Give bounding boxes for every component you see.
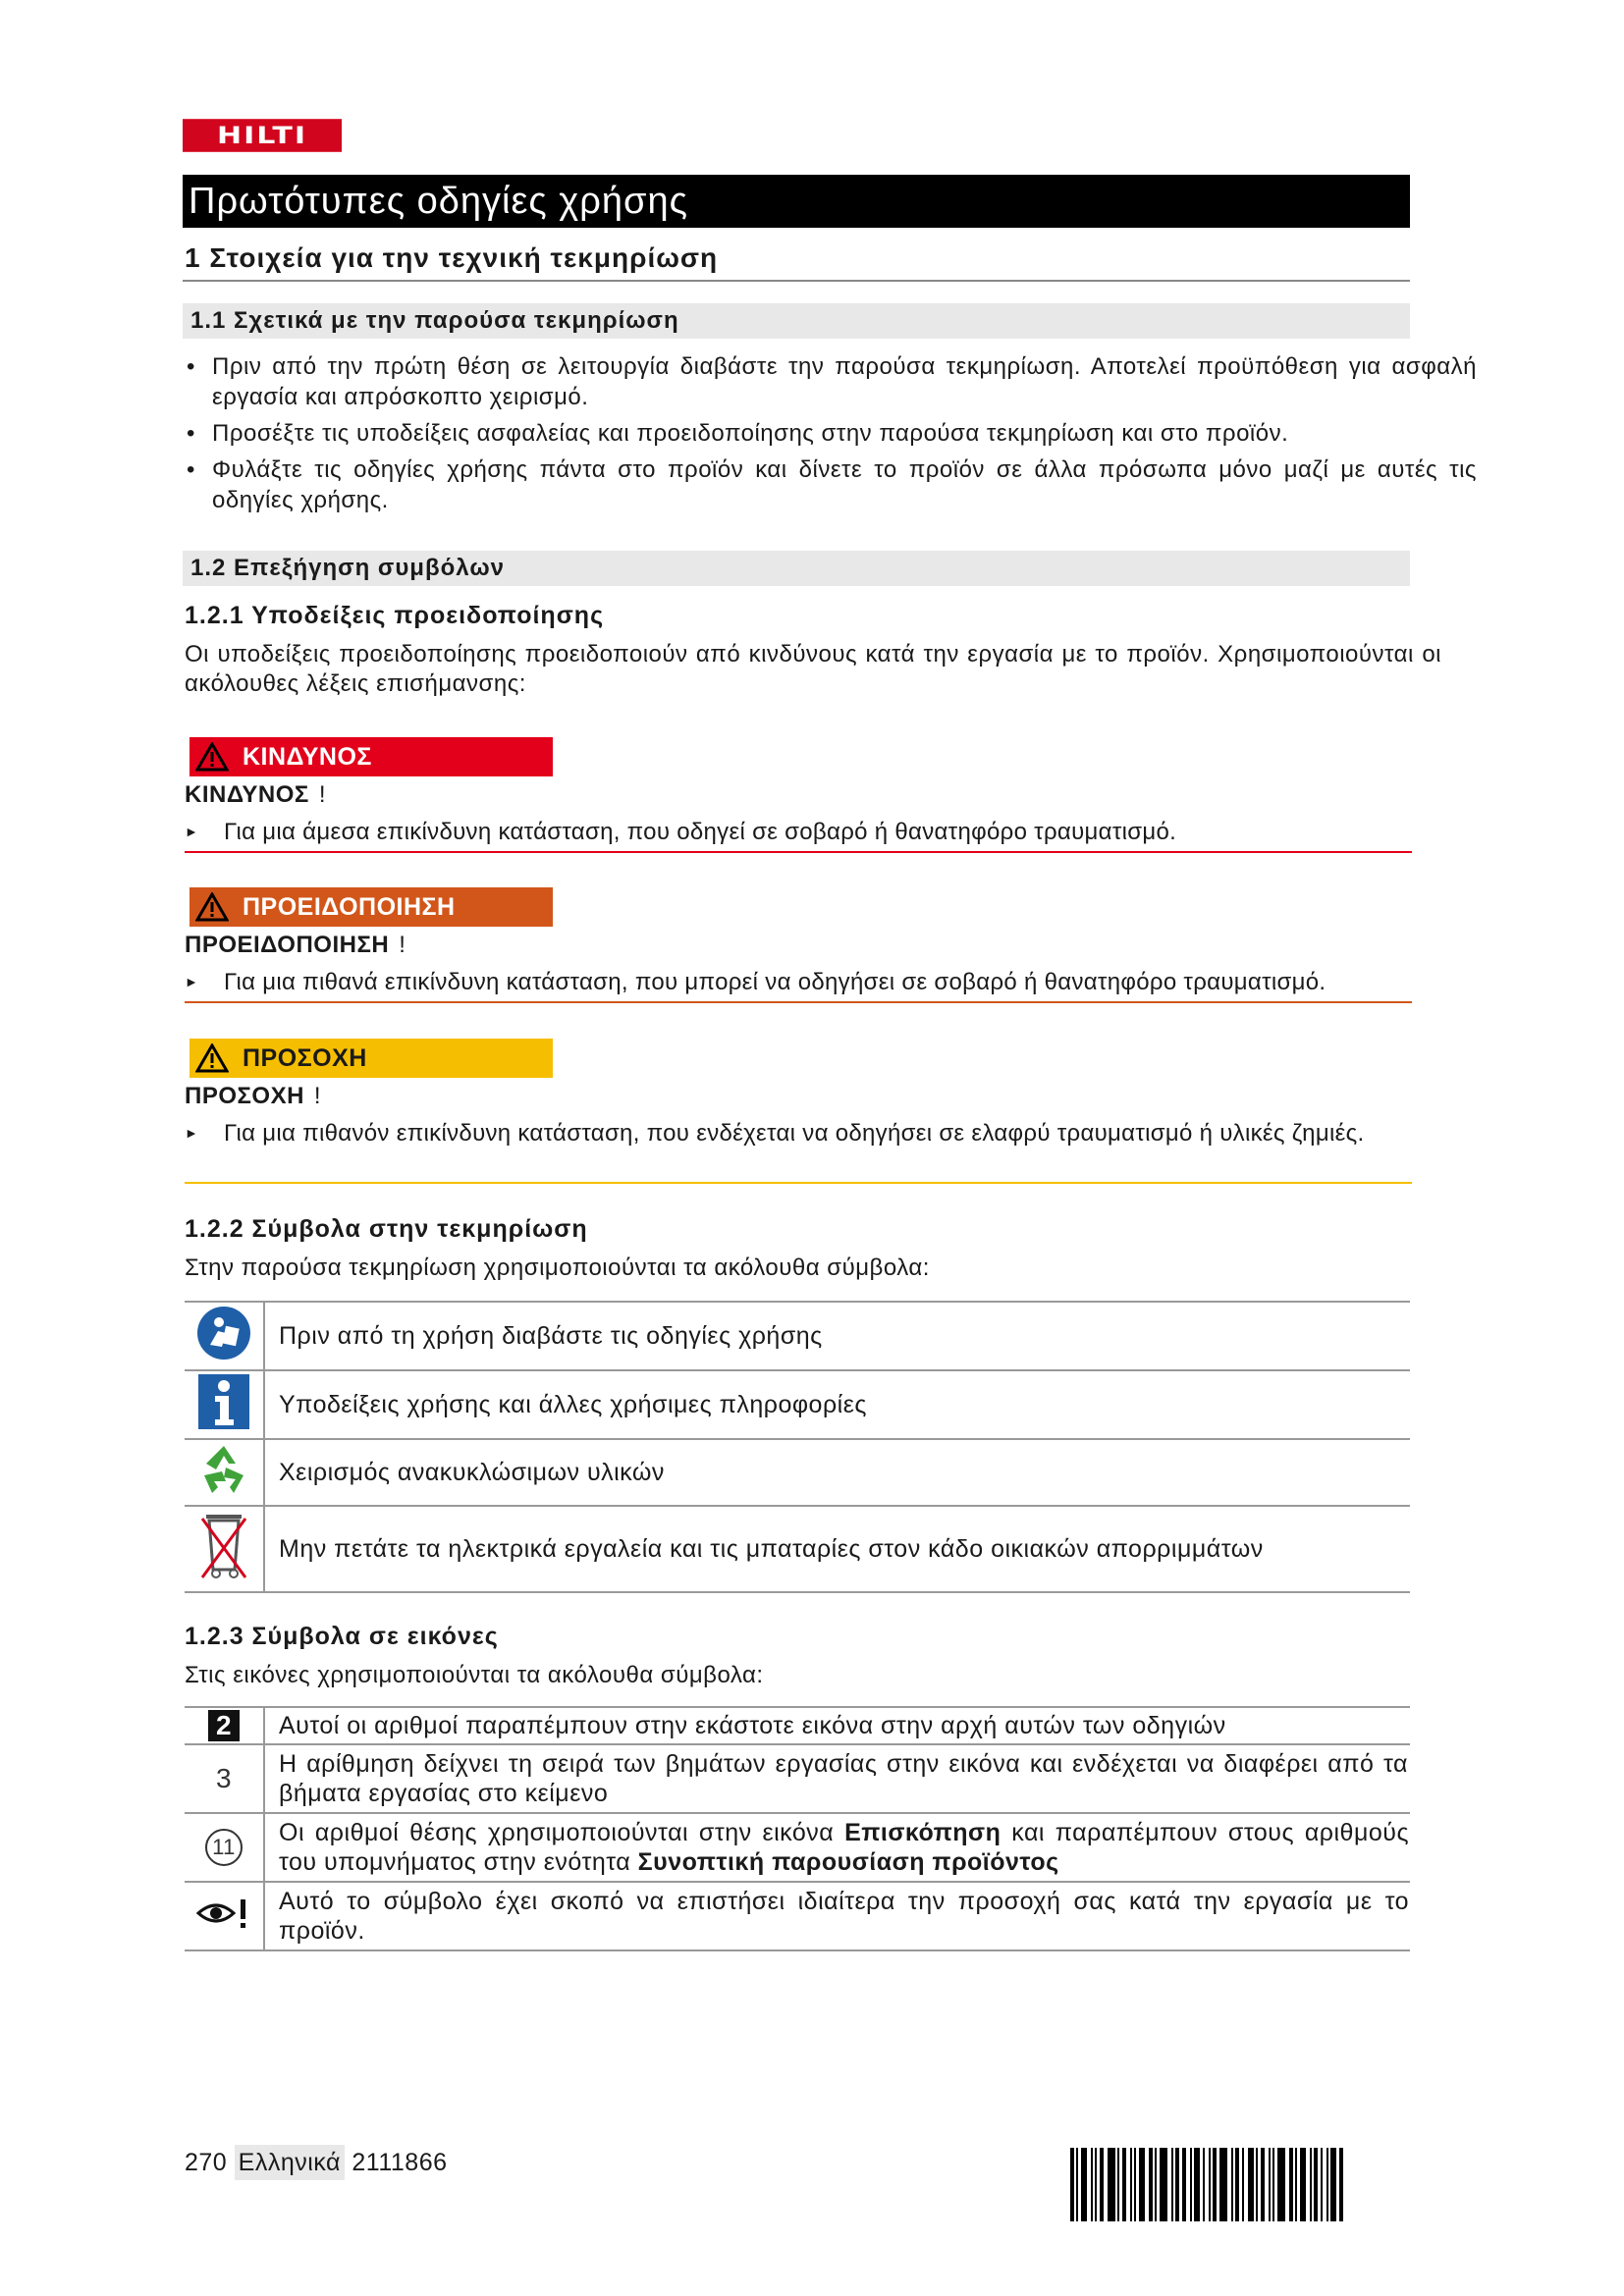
section-1-heading: 1 Στοιχεία για την τεχνική τεκμηρίωση (185, 242, 719, 273)
barcode-bar (1149, 2148, 1153, 2221)
barcode-bar (1122, 2148, 1126, 2221)
icon-cell (185, 1744, 264, 1813)
barcode-bar (1100, 2148, 1104, 2221)
barcode-bar (1310, 2148, 1312, 2221)
symbol-description: Χειρισμός ανακυκλώσιμων υλικών (264, 1439, 1410, 1506)
barcode-bar (1261, 2148, 1265, 2221)
barcode-bar (1295, 2148, 1297, 2221)
section-1-1-heading: 1.1 Σχετικά με την παρούσα τεκμηρίωση (183, 303, 1410, 339)
barcode-bar (1194, 2148, 1200, 2221)
figure-symbols-table (185, 1706, 1410, 1951)
barcode-bar (1235, 2148, 1239, 2221)
table-row (185, 1813, 1410, 1882)
warning-triangle-icon (195, 742, 229, 772)
danger-description (185, 817, 1412, 847)
exclamation-mark: ! (399, 932, 406, 958)
barcode (1070, 2148, 1408, 2221)
symbol-description: Η αρίθμηση δείχνει τη σειρά των βημάτων εργασίας στην εικόνα και ενδέχεται να διαφέρει από τα βήματα εργασίας στο κείμενο (264, 1744, 1410, 1813)
icon-cell (185, 1707, 264, 1744)
warning-word-text: ΠΡΟΕΙΔΟΠΟΙΗΣΗ (185, 932, 390, 958)
barcode-bar (1182, 2148, 1186, 2221)
warning-triangle-icon (195, 892, 229, 922)
document-title: Πρωτότυπες οδηγίες χρήσης (183, 175, 1410, 228)
barcode-bar (1160, 2148, 1167, 2221)
barcode-bar (1231, 2148, 1233, 2221)
barcode-bar (1081, 2148, 1087, 2221)
info-icon (198, 1374, 249, 1429)
barcode-bar (1076, 2148, 1078, 2221)
table-row (185, 1302, 1410, 1370)
position-number-symbol: 11 (205, 1829, 243, 1866)
table-row (185, 1707, 1410, 1744)
barcode-bar (1339, 2148, 1343, 2221)
warning-triangle-icon (195, 1043, 229, 1073)
barcode-bar (1277, 2148, 1285, 2221)
barcode-bar (1171, 2148, 1173, 2221)
barcode-bar (1242, 2148, 1244, 2221)
symbol-description: Αυτοί οι αριθμοί παραπέμπουν στην εκάστοτε εικόνα στην αρχή αυτών των οδηγιών (264, 1707, 1410, 1744)
description-text: Οι αριθμοί θέσης χρησιμοποιούνται στην εικόνα (279, 1819, 835, 1846)
list-item: • Πριν από την πρώτη θέση σε λειτουργία διαβάστε την παρούσα τεκμηρίωση. Αποτελεί προϋπόθεση για ασφαλή εργασία και απρόσκοπτο χειρισμό. (185, 351, 1477, 412)
recycle-icon (196, 1442, 251, 1497)
warning-divider (185, 1001, 1412, 1003)
figure-number-symbol: 2 (208, 1710, 240, 1741)
documentation-symbols-table (185, 1301, 1410, 1593)
barcode-bar (1326, 2148, 1328, 2221)
caution-label-text: ΠΡΟΣΟΧΗ (243, 1043, 367, 1072)
barcode-bar (1108, 2148, 1115, 2221)
barcode-bar (1269, 2148, 1271, 2221)
barcode-bar (1134, 2148, 1136, 2221)
attention-eye-icon (196, 1896, 251, 1931)
caution-divider (185, 1182, 1412, 1184)
caution-description (185, 1118, 1412, 1148)
warning-word (185, 932, 406, 959)
list-item: • Φυλάξτε τις οδηγίες χρήσης πάντα στο προϊόν και δίνετε το προϊόν σε άλλα πρόσωπα μόνο μαζί με αυτές τις οδηγίες χρήσης. (185, 454, 1477, 515)
symbol-description: Υποδείξεις χρήσης και άλλες χρήσιμες πληροφορίες (264, 1370, 1410, 1439)
barcode-bar (1117, 2148, 1119, 2221)
icon-cell (185, 1302, 264, 1370)
barcode-bar (1213, 2148, 1217, 2221)
symbol-description (264, 1813, 1410, 1882)
caution-signal-label (189, 1039, 553, 1078)
barcode-bar (1300, 2148, 1306, 2221)
page-footer (185, 2149, 448, 2177)
danger-divider (185, 851, 1412, 853)
barcode-bar (1256, 2148, 1258, 2221)
table-row (185, 1506, 1410, 1592)
section-1-2-1-heading: 1.2.1 Υποδείξεις προειδοποίησης (185, 602, 605, 629)
section-1-2-2-heading: 1.2.2 Σύμβολα στην τεκμηρίωση (185, 1215, 588, 1243)
barcode-bar (1314, 2148, 1318, 2221)
barcode-bar (1219, 2148, 1227, 2221)
caution-description-text: Για μια πιθανόν επικίνδυνη κατάσταση, που ενδέχεται να οδηγήσει σε ελαφρύ τραυματισμό ή υλικές ζημιές. (224, 1120, 1365, 1147)
table-row (185, 1439, 1410, 1506)
arrow-icon: ► (185, 974, 199, 989)
barcode-bar (1175, 2148, 1179, 2221)
danger-label-text: ΚΙΝΔΥΝΟΣ (243, 742, 372, 771)
symbols-intro: Στην παρούσα τεκμηρίωση χρησιμοποιούνται τα ακόλουθα σύμβολα: (185, 1255, 930, 1281)
warnings-intro: Οι υποδείξεις προειδοποίησης προειδοποιούν από κινδύνους κατά την εργασία με το προϊόν. Χρησιμοποιούνται οι ακόλουθες λέξεις επισήμανσης: (185, 641, 1441, 697)
exclamation-mark: ! (313, 1083, 322, 1109)
read-manual-icon (196, 1306, 251, 1361)
heading-divider (183, 280, 1410, 282)
icon-cell (185, 1506, 264, 1592)
arrow-icon: ► (185, 1125, 199, 1141)
icon-cell (185, 1370, 264, 1439)
icon-cell (185, 1813, 264, 1882)
list-item: • Προσέξτε τις υποδείξεις ασφαλείας και προειδοποίησης στην παρούσα τεκμηρίωση και στο προϊόν. (185, 418, 1477, 449)
danger-word-text: ΚΙΝΔΥΝΟΣ (185, 781, 309, 808)
barcode-bar (1095, 2148, 1097, 2221)
product-overview-reference: Συνοπτική παρουσίαση προϊόντος (637, 1848, 1059, 1876)
barcode-bar (1203, 2148, 1205, 2221)
warning-label-text: ΠΡΟΕΙΔΟΠΟΙΗΣΗ (243, 892, 456, 921)
table-row (185, 1744, 1410, 1813)
barcode-bar (1130, 2148, 1132, 2221)
caution-word-text: ΠΡΟΣΟΧΗ (185, 1083, 304, 1109)
symbol-description: Αυτό το σύμβολο έχει σκοπό να επιστήσει ιδιαίτερα την προσοχή σας κατά την εργασία με το προϊόν. (264, 1882, 1410, 1950)
table-row (185, 1882, 1410, 1950)
warning-signal-label (189, 887, 553, 927)
section-1-2-3-heading: 1.2.3 Σύμβολα σε εικόνες (185, 1623, 499, 1650)
symbol-description: Μην πετάτε τα ηλεκτρικά εργαλεία και τις μπαταρίες στον κάδο οικιακών απορριμμάτων (264, 1506, 1410, 1592)
icon-cell (185, 1439, 264, 1506)
overview-reference: Επισκόπηση (844, 1819, 1001, 1846)
danger-word (185, 781, 326, 809)
barcode-bar (1091, 2148, 1093, 2221)
document-number: 2111866 (352, 2149, 448, 2176)
danger-description-text: Για μια άμεσα επικίνδυνη κατάσταση, που οδηγεί σε σοβαρό ή θανατηφόρο τραυματισμό. (224, 819, 1177, 845)
icon-cell (185, 1882, 264, 1950)
warning-description-text: Για μια πιθανά επικίνδυνη κατάσταση, που μπορεί να οδηγήσει σε σοβαρό ή θανατηφόρο τραυματισμό. (224, 969, 1326, 995)
barcode-bar (1272, 2148, 1274, 2221)
figure-symbols-intro: Στις εικόνες χρησιμοποιούνται τα ακόλουθα σύμβολα: (185, 1662, 764, 1688)
caution-word (185, 1083, 321, 1110)
barcode-bar (1190, 2148, 1192, 2221)
exclamation-mark: ! (318, 781, 326, 808)
barcode-bar (1321, 2148, 1323, 2221)
crossed-bin-icon (196, 1509, 251, 1583)
description-text: και παραπέμπουν στους αριθμούς του υπομνήματος στην ενότητα (279, 1819, 1409, 1876)
barcode-bar (1248, 2148, 1254, 2221)
language-label: Ελληνικά (235, 2145, 345, 2180)
bullet-list (185, 351, 1477, 521)
page-number: 270 (185, 2149, 228, 2176)
barcode-bar (1155, 2148, 1157, 2221)
arrow-icon: ► (185, 824, 199, 839)
barcode-bar (1070, 2148, 1074, 2221)
barcode-bar (1330, 2148, 1336, 2221)
danger-signal-label (189, 737, 553, 776)
barcode-bar (1209, 2148, 1211, 2221)
barcode-bar (1139, 2148, 1145, 2221)
warning-description (185, 967, 1412, 997)
barcode-bar (1289, 2148, 1293, 2221)
symbol-description: Πριν από τη χρήση διαβάστε τις οδηγίες χρήσης (264, 1302, 1410, 1370)
section-1-2-heading: 1.2 Επεξήγηση συμβόλων (183, 551, 1410, 586)
table-row (185, 1370, 1410, 1439)
hilti-logo: HILTI (183, 119, 342, 152)
step-number-symbol: 3 (215, 1763, 233, 1793)
